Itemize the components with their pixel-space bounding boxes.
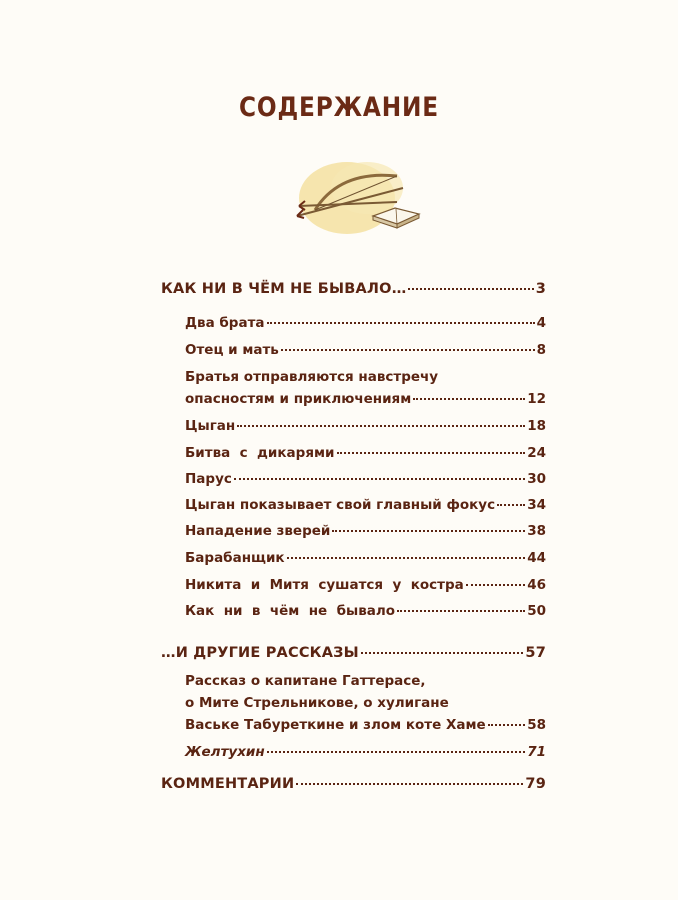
toc-item[interactable] [185, 717, 546, 733]
toc-item[interactable] [185, 523, 546, 539]
leader-dots [337, 452, 526, 454]
toc-item[interactable] [185, 550, 546, 566]
page-title: СОДЕРЖАНИЕ [238, 92, 440, 123]
toc-item-label-line1[interactable]: Братья отправляются навстречу [185, 369, 439, 385]
leader-dots [296, 783, 523, 785]
toc-item-label: Битва с дикарями [185, 445, 335, 461]
leader-dots [488, 724, 526, 726]
toc-section-1[interactable] [161, 281, 546, 297]
toc-item[interactable] [185, 418, 546, 434]
toc-item-label: Желтухин [185, 744, 265, 760]
leader-dots [497, 504, 525, 506]
leader-dots [237, 425, 525, 427]
toc-item-label: Цыган [185, 418, 236, 434]
toc-item-label: Отец и мать [185, 342, 279, 358]
toc-item-page: 34 [527, 497, 546, 513]
leader-dots [397, 610, 525, 612]
toc-item-page: 30 [527, 471, 546, 487]
toc-item-label: Никита и Митя сушатся у костра [185, 577, 464, 593]
toc-section-1-page: 3 [535, 281, 546, 297]
leader-dots [361, 652, 524, 654]
toc-item[interactable] [185, 342, 546, 358]
toc-item-label-line3: Ваське Табуреткине и злом коте Хаме [185, 717, 486, 733]
toc-item[interactable] [185, 497, 546, 513]
toc-item-label: Два брата [185, 315, 265, 331]
toc-item-page: 24 [527, 445, 546, 461]
toc-item-page: 8 [536, 342, 546, 358]
leader-dots [281, 349, 535, 351]
leader-dots [413, 398, 525, 400]
toc-item-page: 12 [527, 391, 546, 407]
leader-dots [466, 584, 525, 586]
toc-item-page: 71 [527, 744, 546, 760]
toc-item-label-line2[interactable]: о Мите Стрельникове, о хулигане [185, 695, 449, 711]
toc-item[interactable] [185, 315, 546, 331]
bow-arrows-book-icon [285, 158, 435, 248]
toc-item-page: 58 [527, 717, 546, 733]
toc-item[interactable] [185, 603, 546, 619]
toc-section-2-label: …И ДРУГИЕ РАССКАЗЫ [161, 645, 359, 661]
toc-item-label: Как ни в чём не бывало [185, 603, 396, 619]
toc-item-page: 18 [527, 418, 546, 434]
toc-item[interactable] [185, 471, 546, 487]
toc-item-label: Парус [185, 471, 232, 487]
toc-item-label: Цыган показывает свой главный фокус [185, 497, 496, 513]
toc-section-2[interactable] [161, 645, 546, 661]
leader-dots [267, 322, 535, 324]
toc-item-label: Нападение зверей [185, 523, 331, 539]
toc-item-page: 46 [527, 577, 546, 593]
toc-section-1-label: КАК НИ В ЧЁМ НЕ БЫВАЛО… [161, 281, 407, 297]
leader-dots [267, 751, 526, 753]
toc-item-page: 50 [527, 603, 546, 619]
toc-section-3[interactable] [161, 776, 546, 792]
toc-item-page: 4 [536, 315, 546, 331]
leader-dots [408, 288, 533, 290]
leader-dots [287, 557, 526, 559]
toc-item[interactable] [185, 445, 546, 461]
leader-dots [332, 530, 525, 532]
leader-dots [234, 478, 525, 480]
toc-section-3-label: КОММЕНТАРИИ [161, 776, 295, 792]
toc-item-label: Барабанщик [185, 550, 285, 566]
toc-item[interactable] [185, 577, 546, 593]
toc-item-label-line1[interactable]: Рассказ о капитане Гаттерасе, [185, 673, 426, 689]
toc-item-page: 38 [527, 523, 546, 539]
toc-item-label-line2: опасностям и приключениям [185, 391, 412, 407]
toc-item-page: 44 [527, 550, 546, 566]
toc-item[interactable] [185, 391, 546, 407]
toc-section-3-page: 79 [525, 776, 546, 792]
toc-section-2-page: 57 [525, 645, 546, 661]
toc-item[interactable] [185, 744, 546, 760]
